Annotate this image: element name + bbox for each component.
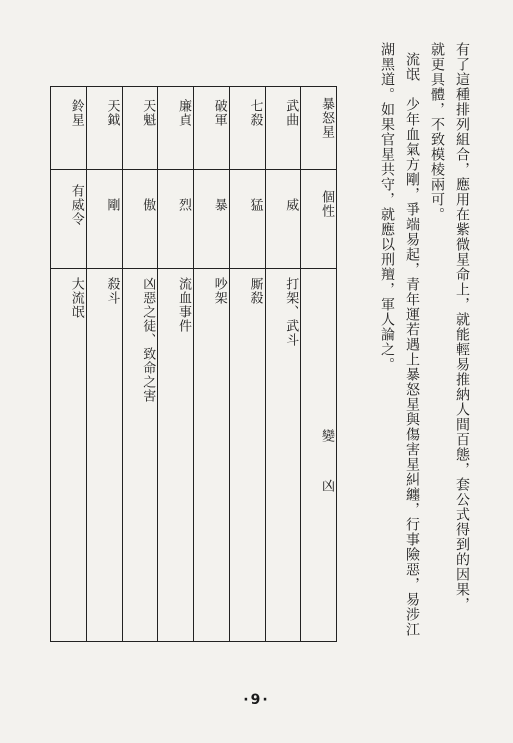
- table-row-6-nature: 剛: [86, 170, 122, 269]
- page-number: ·9·: [243, 692, 270, 708]
- table-row-7-star: 鈴星: [51, 87, 87, 170]
- paragraph-2-line-2: 湖黑道。如果官星共守，就應以刑羶，軍人論之。: [379, 42, 395, 372]
- table-header-effect: 變 凶: [301, 269, 337, 642]
- table-row-3-star: 破軍: [194, 87, 230, 170]
- table-row-7-nature: 有威令: [51, 170, 87, 269]
- paragraph-2-line-1: 流氓 少年血氣方剛，爭端易起，青年運若遇上暴怒星與傷害星糾纏，行事險惡，易涉江: [404, 52, 420, 637]
- table-row-6-star: 天鉞: [86, 87, 122, 170]
- violent-star-table: [50, 86, 337, 642]
- table-row-2-star: 七殺: [229, 87, 265, 170]
- paragraph-1-line-2: 就更具體，不致模棱兩可。: [429, 42, 445, 222]
- table-row-3-effect: 吵架: [194, 269, 230, 642]
- table-row-1-star: 武曲: [265, 87, 301, 170]
- table-row-5-nature: 傲: [122, 170, 158, 269]
- table-row-3-nature: 暴: [194, 170, 230, 269]
- table-row-6-effect: 殺斗: [86, 269, 122, 642]
- table-row-1-nature: 威: [265, 170, 301, 269]
- table-row-5-effect: 凶惡之徒、致命之害: [122, 269, 158, 642]
- table-row-4-effect: 流血事件: [158, 269, 194, 642]
- table-header-star: 暴怒星: [301, 87, 337, 170]
- table-row-4-star: 廉貞: [158, 87, 194, 170]
- table-row-1-effect: 打架、武斗: [265, 269, 301, 642]
- table-header-nature: 個性: [301, 170, 337, 269]
- table-row-7-effect: 大流氓: [51, 269, 87, 642]
- table-row-2-effect: 厮殺: [229, 269, 265, 642]
- table-row-4-nature: 烈: [158, 170, 194, 269]
- table-row-2-nature: 猛: [229, 170, 265, 269]
- table-row-5-star: 天魁: [122, 87, 158, 170]
- paragraph-1-line-1: 有了這種排列組合，應用在紫微星命上，就能輕易推納人間百態，套公式得到的因果，: [454, 42, 470, 612]
